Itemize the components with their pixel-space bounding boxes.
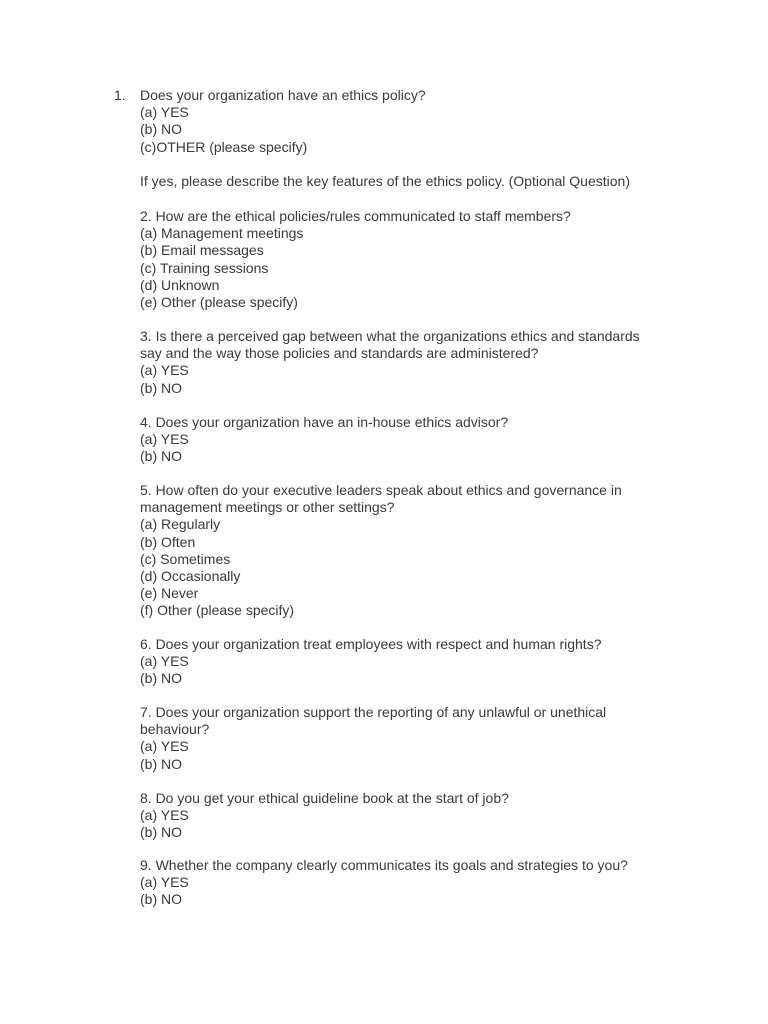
question-1-text: Does your organization have an ethics policy? bbox=[140, 87, 426, 103]
question-3-text-line-2: say and the way those policies and standards are administered? bbox=[140, 345, 539, 362]
question-9-option-a: (a) YES bbox=[140, 874, 189, 891]
question-7-option-a: (a) YES bbox=[140, 738, 189, 755]
question-6-text: 6. Does your organization treat employees with respect and human rights? bbox=[140, 636, 602, 652]
question-9 bbox=[140, 857, 700, 909]
question-4-option-a: (a) YES bbox=[140, 431, 189, 448]
question-6-option-a: (a) YES bbox=[140, 653, 189, 670]
question-8 bbox=[140, 790, 700, 842]
question-5-option-e: (e) Never bbox=[140, 585, 199, 602]
question-5-option-b: (b) Often bbox=[140, 533, 196, 550]
question-2 bbox=[140, 208, 700, 311]
question-3 bbox=[140, 328, 700, 397]
question-1-option-b: (b) NO bbox=[140, 121, 182, 138]
question-2-option-c: (c) Training sessions bbox=[140, 259, 269, 276]
question-8-option-a: (a) YES bbox=[140, 807, 189, 824]
question-3-text-line-1: 3. Is there a perceived gap between what the organizations ethics and standards bbox=[140, 328, 640, 344]
question-4-option-b: (b) NO bbox=[140, 448, 182, 465]
question-5-option-d: (d) Occasionally bbox=[140, 567, 241, 584]
question-7 bbox=[140, 704, 700, 773]
question-9-text: 9. Whether the company clearly communicates its goals and strategies to you? bbox=[140, 857, 628, 873]
question-5-option-c: (c) Sometimes bbox=[140, 550, 231, 567]
question-2-option-e: (e) Other (please specify) bbox=[140, 293, 298, 310]
question-2-option-a: (a) Management meetings bbox=[140, 225, 304, 242]
question-1-followup bbox=[140, 173, 700, 190]
question-2-option-d: (d) Unknown bbox=[140, 276, 220, 293]
question-7-text-line-1: 7. Does your organization support the reporting of any unlawful or unethical bbox=[140, 704, 607, 720]
question-8-option-b: (b) NO bbox=[140, 824, 182, 841]
question-1-number: 1. bbox=[114, 87, 126, 103]
question-3-option-a: (a) YES bbox=[140, 362, 189, 379]
question-2-text: 2. How are the ethical policies/rules communicated to staff members? bbox=[140, 208, 571, 224]
question-3-option-b: (b) NO bbox=[140, 379, 182, 396]
question-1-followup-text: If yes, please describe the key features of the ethics policy. (Optional Question) bbox=[140, 173, 630, 189]
question-5-option-a: (a) Regularly bbox=[140, 516, 221, 533]
question-5 bbox=[140, 482, 700, 620]
question-7-option-b: (b) NO bbox=[140, 755, 182, 772]
question-1 bbox=[140, 87, 700, 156]
question-5-option-f: (f) Other (please specify) bbox=[140, 602, 295, 619]
question-7-text-line-2: behaviour? bbox=[140, 721, 210, 738]
question-9-option-b: (b) NO bbox=[140, 891, 182, 908]
question-5-text-line-1: 5. How often do your executive leaders speak about ethics and governance in bbox=[140, 482, 622, 498]
question-1-option-a: (a) YES bbox=[140, 104, 189, 121]
question-6-option-b: (b) NO bbox=[140, 670, 182, 687]
question-1-option-c: (c)OTHER (please specify) bbox=[140, 138, 308, 155]
question-2-option-b: (b) Email messages bbox=[140, 242, 264, 259]
question-4 bbox=[140, 414, 700, 466]
question-4-text: 4. Does your organization have an in-house ethics advisor? bbox=[140, 414, 509, 430]
question-5-text-line-2: management meetings or other settings? bbox=[140, 499, 395, 516]
question-8-text: 8. Do you get your ethical guideline book at the start of job? bbox=[140, 790, 509, 806]
question-6 bbox=[140, 636, 700, 688]
